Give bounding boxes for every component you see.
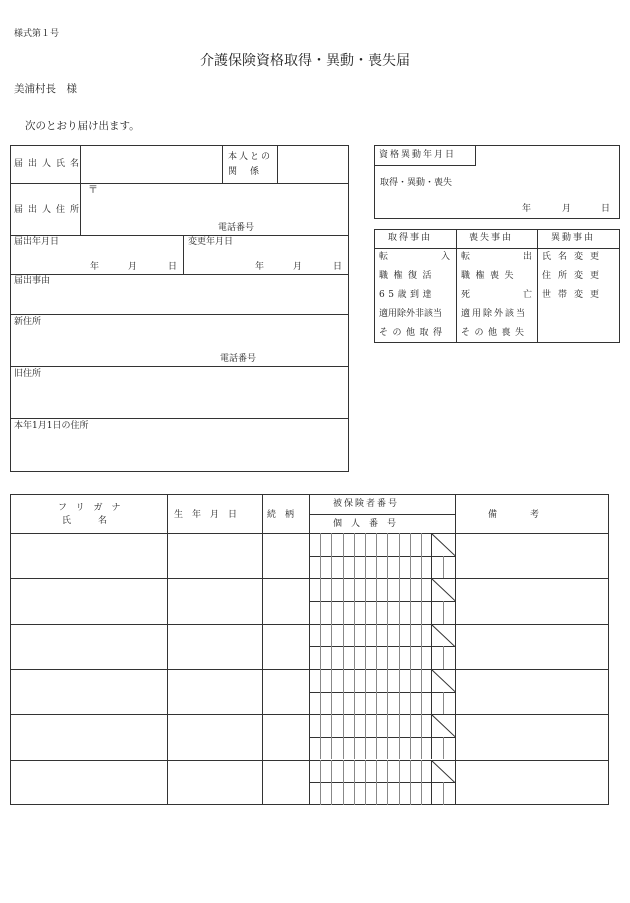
new-address-field[interactable]: [11, 329, 348, 365]
relation-field[interactable]: [278, 146, 348, 182]
check-digit-slash: [431, 669, 455, 692]
insured-number-field[interactable]: [310, 715, 430, 736]
member-remarks-field[interactable]: [456, 761, 608, 804]
reasons-table: [374, 229, 620, 343]
reason-label: 届出事由: [14, 276, 51, 286]
loss-header: 喪失事由: [469, 233, 514, 243]
member-birth-field[interactable]: [168, 625, 261, 668]
jan1-address-label: 本年1月1日の住所: [14, 421, 89, 431]
personal-number-field[interactable]: [310, 783, 454, 804]
status-year: 年: [522, 204, 532, 214]
member-remarks-field[interactable]: [456, 715, 608, 758]
member-relation-field[interactable]: [263, 670, 308, 713]
member-name-field[interactable]: [11, 761, 166, 804]
check-digit-slash: [431, 624, 455, 647]
loss-item: 転: [461, 252, 471, 262]
change-date-label: 変更年月日: [188, 237, 234, 247]
acquire-header: 取得事由: [388, 233, 433, 243]
change-month: 月: [293, 262, 303, 272]
check-digit-slash: [431, 533, 455, 556]
postal-mark: 〒: [88, 185, 98, 196]
member-birth-field[interactable]: [168, 579, 261, 622]
personal-number-field[interactable]: [310, 602, 454, 623]
member-relation-field[interactable]: [263, 625, 308, 668]
loss-item: その他喪失: [461, 328, 529, 338]
loss-item: 適用除外該当: [461, 309, 528, 319]
acquire-item: 入: [441, 252, 451, 262]
col-relation: 続 柄: [267, 510, 295, 520]
change-header: 異動事由: [551, 233, 596, 243]
member-relation-field[interactable]: [263, 579, 308, 622]
personal-number-field[interactable]: [310, 738, 454, 759]
change-year: 年: [255, 262, 265, 272]
insured-number-field[interactable]: [310, 761, 430, 782]
check-digit-slash: [431, 714, 455, 737]
check-digit-slash: [431, 578, 455, 601]
col-insured-no: 被保険者番号: [333, 499, 400, 509]
status-types: 取得・異動・喪失: [380, 178, 453, 188]
relation-label-2: 関 係: [228, 167, 262, 177]
loss-item: 死: [461, 290, 471, 300]
loss-item: 出: [523, 252, 533, 262]
col-name: 氏 名: [62, 516, 111, 526]
jan1-address-field[interactable]: [11, 433, 348, 471]
page-title: 介護保険資格取得・異動・喪失届: [200, 53, 410, 69]
col-birth: 生 年 月 日: [174, 510, 238, 520]
acquire-item: 65歳到達: [379, 290, 435, 300]
member-remarks-field[interactable]: [456, 670, 608, 713]
filing-day: 日: [168, 262, 178, 272]
personal-number-field[interactable]: [310, 557, 454, 578]
reason-field[interactable]: [11, 288, 348, 313]
member-birth-field[interactable]: [168, 670, 261, 713]
new-address-label: 新住所: [14, 317, 42, 327]
col-personal-no: 個 人 番 号: [333, 519, 397, 529]
member-remarks-field[interactable]: [456, 534, 608, 577]
member-remarks-field[interactable]: [456, 579, 608, 622]
form-number: 様式第１号: [14, 29, 60, 39]
addressee: 美浦村長 様: [14, 83, 77, 95]
old-address-field[interactable]: [11, 381, 348, 417]
member-relation-field[interactable]: [263, 761, 308, 804]
acquire-item: 転: [379, 252, 389, 262]
status-month: 月: [562, 204, 572, 214]
member-name-field[interactable]: [11, 579, 166, 622]
member-name-field[interactable]: [11, 670, 166, 713]
filing-year: 年: [90, 262, 100, 272]
applicant-address-field[interactable]: [81, 184, 348, 234]
loss-item: 亡: [523, 290, 533, 300]
member-birth-field[interactable]: [168, 761, 261, 804]
applicant-phone-label: 電話番号: [218, 223, 255, 233]
personal-number-field[interactable]: [310, 693, 454, 714]
applicant-name-label: 届出人氏名: [14, 159, 85, 169]
change-item: 氏名変更: [542, 252, 607, 262]
col-remarks: 備 考: [488, 510, 545, 520]
status-date-label: 資格異動年月日: [379, 150, 457, 160]
member-name-field[interactable]: [11, 715, 166, 758]
insured-number-field[interactable]: [310, 579, 430, 600]
member-name-field[interactable]: [11, 534, 166, 577]
personal-number-field[interactable]: [310, 647, 454, 668]
acquire-item: 職権復活: [379, 271, 438, 281]
insured-number-field[interactable]: [310, 670, 430, 691]
insured-number-field[interactable]: [310, 534, 430, 555]
intro-text: 次のとおり届け出ます。: [25, 120, 140, 132]
member-name-field[interactable]: [11, 625, 166, 668]
loss-item: 職権喪失: [461, 271, 520, 281]
acquire-item: その他取得: [379, 328, 447, 338]
new-phone-label: 電話番号: [220, 354, 257, 364]
member-relation-field[interactable]: [263, 715, 308, 758]
applicant-name-field[interactable]: [81, 146, 221, 182]
member-birth-field[interactable]: [168, 534, 261, 577]
relation-label-1: 本人との: [228, 152, 273, 162]
filing-date-label: 届出年月日: [14, 237, 60, 247]
check-digit-slash: [431, 760, 455, 783]
change-item: 世帯変更: [542, 290, 607, 300]
member-relation-field[interactable]: [263, 534, 308, 577]
change-day: 日: [333, 262, 343, 272]
filing-month: 月: [128, 262, 138, 272]
member-remarks-field[interactable]: [456, 625, 608, 668]
status-day: 日: [601, 204, 611, 214]
col-furigana: フリガナ: [58, 503, 130, 513]
member-birth-field[interactable]: [168, 715, 261, 758]
insured-number-field[interactable]: [310, 625, 430, 646]
acquire-item: 適用除外非該当: [379, 309, 443, 319]
applicant-address-label: 届出人住所: [14, 205, 85, 215]
change-item: 住所変更: [542, 271, 607, 281]
old-address-label: 旧住所: [14, 369, 42, 379]
